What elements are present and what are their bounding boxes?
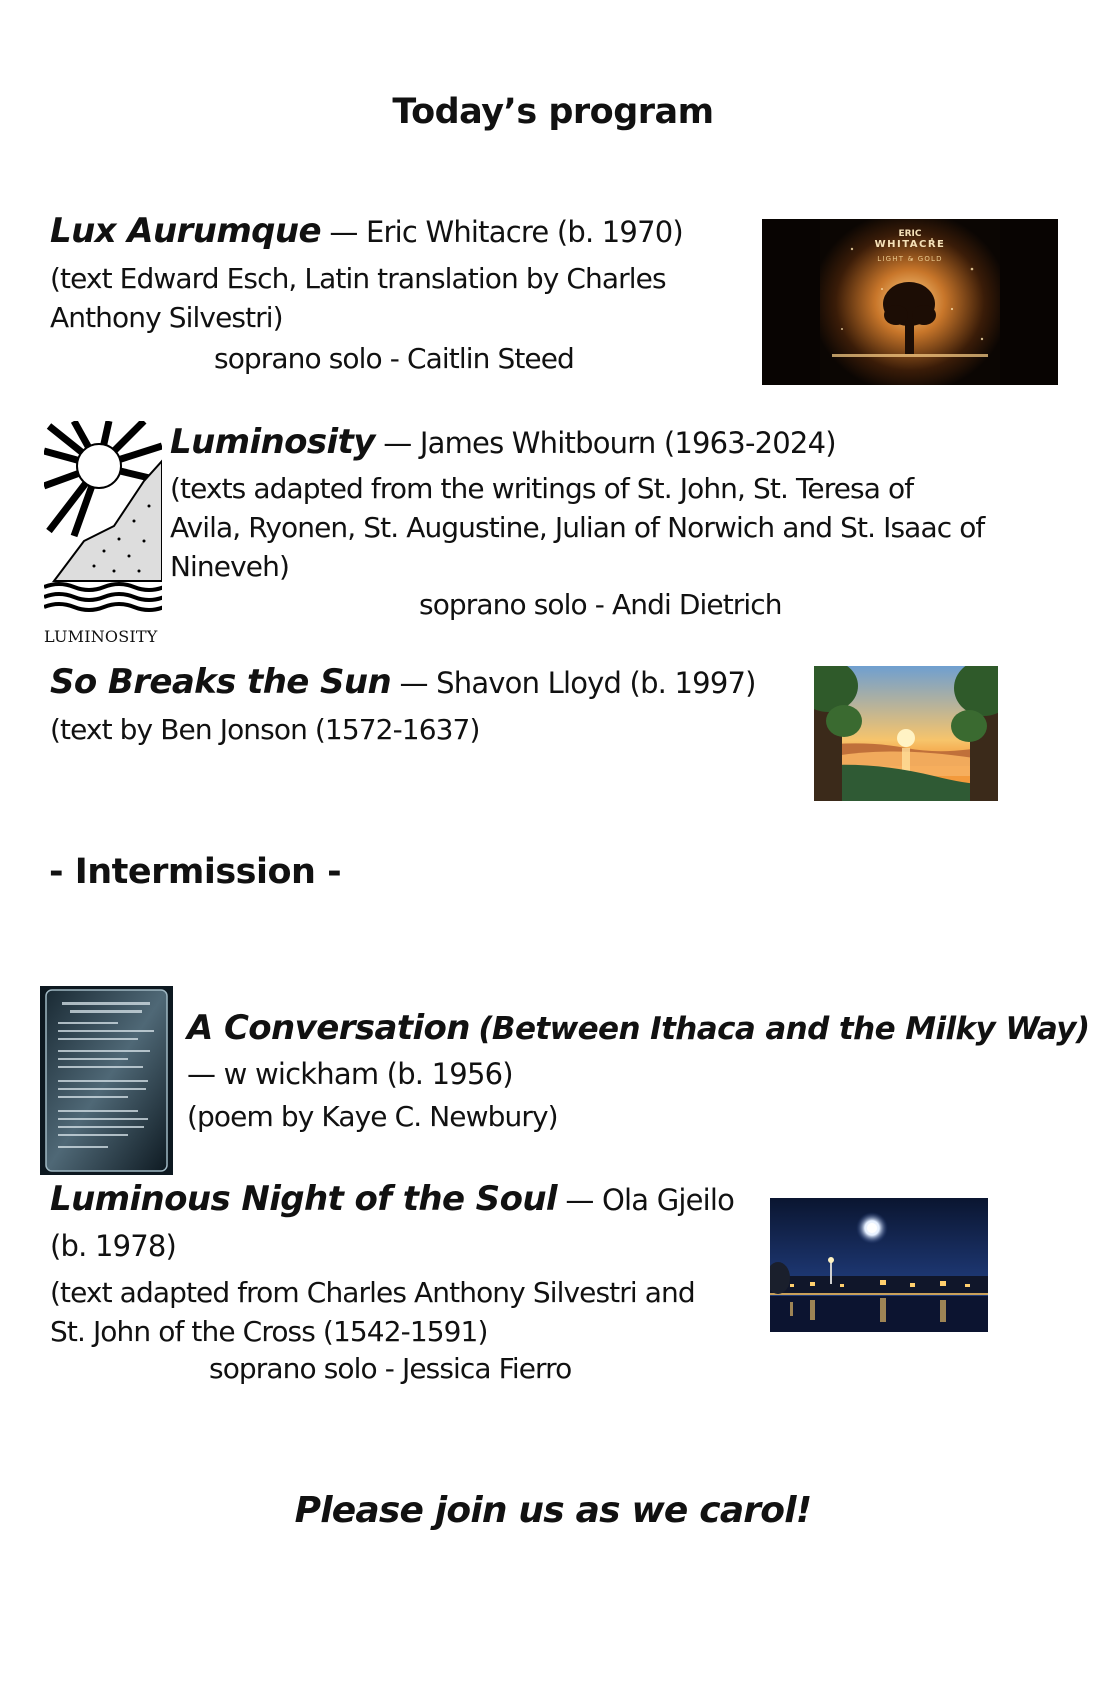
piece-composer: — James Whitbourn (1963-2024) (383, 426, 836, 460)
poem-tablet-image (40, 986, 173, 1175)
so-breaks-the-sun-image (814, 666, 998, 801)
piece-title: Luminous Night of the Soul (50, 1179, 557, 1219)
piece-soloist: soprano solo - Andi Dietrich (419, 588, 782, 621)
luminosity-caption: LUMINOSITY (44, 627, 158, 646)
piece-1-heading (50, 212, 683, 252)
piece-composer: — Ola Gjeilo (565, 1183, 735, 1217)
piece-composer-dates: (b. 1978) (50, 1229, 177, 1263)
piece-text-line: (text by Ben Jonson (1572-1637) (50, 713, 480, 746)
piece-text-line: Nineveh) (170, 550, 289, 583)
page-title: Today’s program (392, 92, 714, 132)
piece-title: Lux Aurumque (50, 211, 321, 251)
album-text: WHITACRE (874, 239, 946, 250)
album-text: LIGHT & GOLD (877, 255, 943, 263)
piece-text-line: (poem by Kaye C. Newbury) (187, 1100, 558, 1133)
piece-title: Luminosity (170, 422, 375, 462)
piece-5-heading (50, 1180, 734, 1220)
lux-aurumque-album-image (762, 219, 1058, 385)
piece-4-heading (187, 1009, 1089, 1049)
piece-3-heading (50, 663, 756, 703)
night-river-image (770, 1198, 988, 1332)
piece-text-line: St. John of the Cross (1542-1591) (50, 1315, 488, 1348)
intermission-label: - Intermission - (49, 852, 342, 892)
piece-title: So Breaks the Sun (50, 662, 392, 702)
album-text: ERIC (898, 229, 922, 239)
piece-text-line: Anthony Silvestri) (50, 301, 283, 334)
piece-text-line: (texts adapted from the writings of St. John, St. Teresa of (170, 472, 914, 505)
piece-composer: — w wickham (b. 1956) (187, 1057, 513, 1091)
piece-title-suffix: (Between Ithaca and the Milky Way) (478, 1011, 1090, 1047)
piece-text-line: Avila, Ryonen, St. Augustine, Julian of Norwich and St. Isaac of (170, 511, 985, 544)
piece-title: A Conversation (187, 1008, 470, 1048)
piece-2-heading (170, 423, 836, 463)
piece-text-line: (text adapted from Charles Anthony Silvestri and (50, 1276, 695, 1309)
piece-text-line: (text Edward Esch, Latin translation by Charles (50, 262, 666, 295)
piece-soloist: soprano solo - Jessica Fierro (209, 1352, 572, 1385)
closing-message: Please join us as we carol! (294, 1490, 812, 1531)
piece-soloist: soprano solo - Caitlin Steed (214, 342, 574, 375)
piece-composer: — Eric Whitacre (b. 1970) (329, 215, 683, 249)
piece-composer: — Shavon Lloyd (b. 1997) (399, 666, 756, 700)
luminosity-woodcut-image (44, 421, 162, 621)
